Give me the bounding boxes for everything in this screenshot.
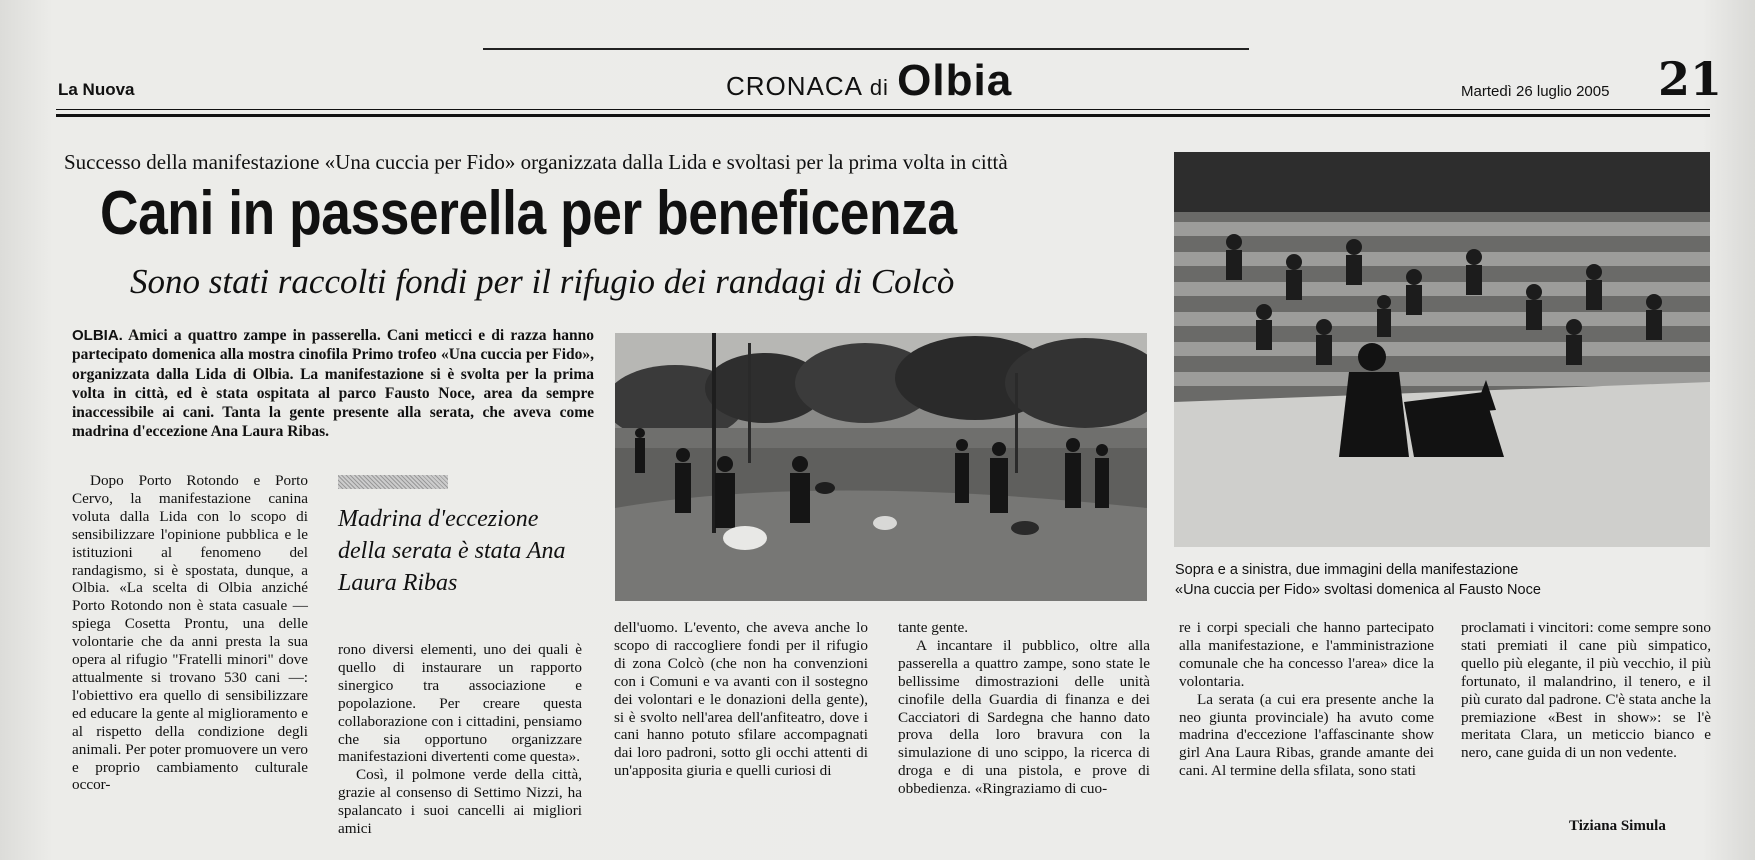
masthead-rule [56, 114, 1710, 117]
col4-paragraph-2: A incantare il pubblico, oltre alla passerella a quattro zampe, sono state le bellissime dimostrazioni delle unità cinofile della Guardia di finanza e dei Cacciatori di Sardegna che hanno dato prova della loro bravura con la simulazione di uno scippo, la ricerca di droga e di una pistola, e prove di obbedienza. «Ringraziamo di cuo- [898, 636, 1150, 798]
section-di: di [869, 75, 889, 100]
pullquote-bar [338, 475, 448, 489]
lead-text: Amici a quattro zampe in passerella. Cani meticci e di razza hanno partecipato domenica alla mostra cinofila Primo trofeo «Una cuccia per Fido», organizzata dalla Lida di Olbia. La manifestazione si è svolta per la prima volta in città, ed è stata ospitata al parco Fausto Noce, area da sempre inaccessibile ai cani. Tanta la gente presente alla serata, che aveva come madrina d'eccezione Ana Laura Ribas. [72, 327, 594, 441]
issue-date: Martedì 26 luglio 2005 [1461, 83, 1610, 100]
caption-line-2: «Una cuccia per Fido» svoltasi domenica al Fausto Noce [1175, 582, 1541, 598]
section-title [726, 56, 1012, 106]
park-photo [615, 333, 1147, 601]
lead-place: OLBIA. [72, 327, 123, 344]
pullquote: Madrina d'eccezione della serata è stata Ana Laura Ribas [338, 506, 566, 596]
page-number: 21 [1658, 52, 1723, 106]
paper-name: La Nuova [58, 80, 135, 99]
body-column-2 [338, 641, 582, 838]
article-headline: Cani in passerella per beneficenza [100, 179, 957, 248]
article-subheadline: Sono stati raccolti fondi per il rifugio dei randagi di Colcò [130, 262, 955, 301]
body-column-4 [898, 619, 1150, 798]
section-city: Olbia [897, 56, 1013, 105]
amphitheatre-photo [1174, 152, 1710, 547]
photo-caption [1175, 560, 1715, 600]
col2-paragraph-2: Così, il polmone verde della città, grazie al consenso di Settimo Nizzi, ha spalancato i suoi cancelli ai migliori amici [338, 766, 582, 838]
body-column-6: proclamati i vincitori: come sempre sono stati premiati il cane più simpatico, quello più elegante, il più vecchio, il più fortunato, il malandrino, il tenero, e il più curato dal padrone. C'è stata anche la premiazione «Best in show»: se l'è meritata Clara, un meticcio bianco e nero, cane guida di un non vedente. [1461, 619, 1711, 762]
col2-paragraph-1: rono diversi elementi, uno dei quali è quello di instaurare un rapporto sinergico tra associazione e popolazione. Per creare questa collaborazione con i cittadini, pensiamo che sia opportuno organizzare manifestazioni divertenti come questa». [338, 641, 582, 766]
masthead-rule-thin [56, 109, 1710, 110]
body-column-5 [1179, 619, 1434, 780]
section-prefix: CRONACA [726, 71, 862, 101]
caption-line-1: Sopra e a sinistra, due immagini della manifestazione [1175, 562, 1519, 578]
article-kicker: Successo della manifestazione «Una cuccia per Fido» organizzata dalla Lida e svoltasi per la prima volta in città [64, 150, 1008, 174]
byline: Tiziana Simula [1569, 818, 1666, 834]
col4-paragraph-1: tante gente. [898, 619, 968, 636]
col5-paragraph-2: La serata (a cui era presente anche la neo giunta provinciale) ha avuto come madrina d'eccezione l'affascinante show girl Ana Laura Ribas, grande amante dei cani. Al termine della sfilata, sono stati [1179, 690, 1434, 780]
body-column-3: dell'uomo. L'evento, che aveva anche lo scopo di raccogliere fondi per il rifugio di zona Colcò (che non ha convenzioni con i Comuni e va avanti con il sostegno dei volontari e le donazioni della gente), si è svolto nell'area dell'anfiteatro, dove i cani hanno potuto sfilare accompagnati dai loro padroni, sotto gli occhi attenti di un'apposita giuria e quelli curiosi di [614, 619, 868, 780]
body-column-1: Dopo Porto Rotondo e Porto Cervo, la manifestazione canina voluta dalla Lida con lo scopo di sensibilizzare l'opinione pubblica e le istituzioni al fenomeno del randagismo, si è spostata, dunque, a Olbia. «La scelta di Olbia anziché Porto Rotondo non è stata casuale — spiega Cosetta Prontu, una delle volontarie che da anni presta la sua opera al rifugio "Fratelli minori" dove attualmente si trovano 530 cani —: l'obiettivo era quello di sensibilizzare ed educare la gente al miglioramento e al rispetto della condizione degli animali. Per poter promuovere un vero e proprio cambiamento culturale occor- [72, 472, 308, 794]
top-rule [483, 48, 1249, 50]
article-lead [72, 326, 594, 442]
col5-paragraph-1: re i corpi speciali che hanno partecipato alla manifestazione, e l'amministrazione comunale che ha concesso l'area» dice la volontaria. [1179, 619, 1434, 690]
